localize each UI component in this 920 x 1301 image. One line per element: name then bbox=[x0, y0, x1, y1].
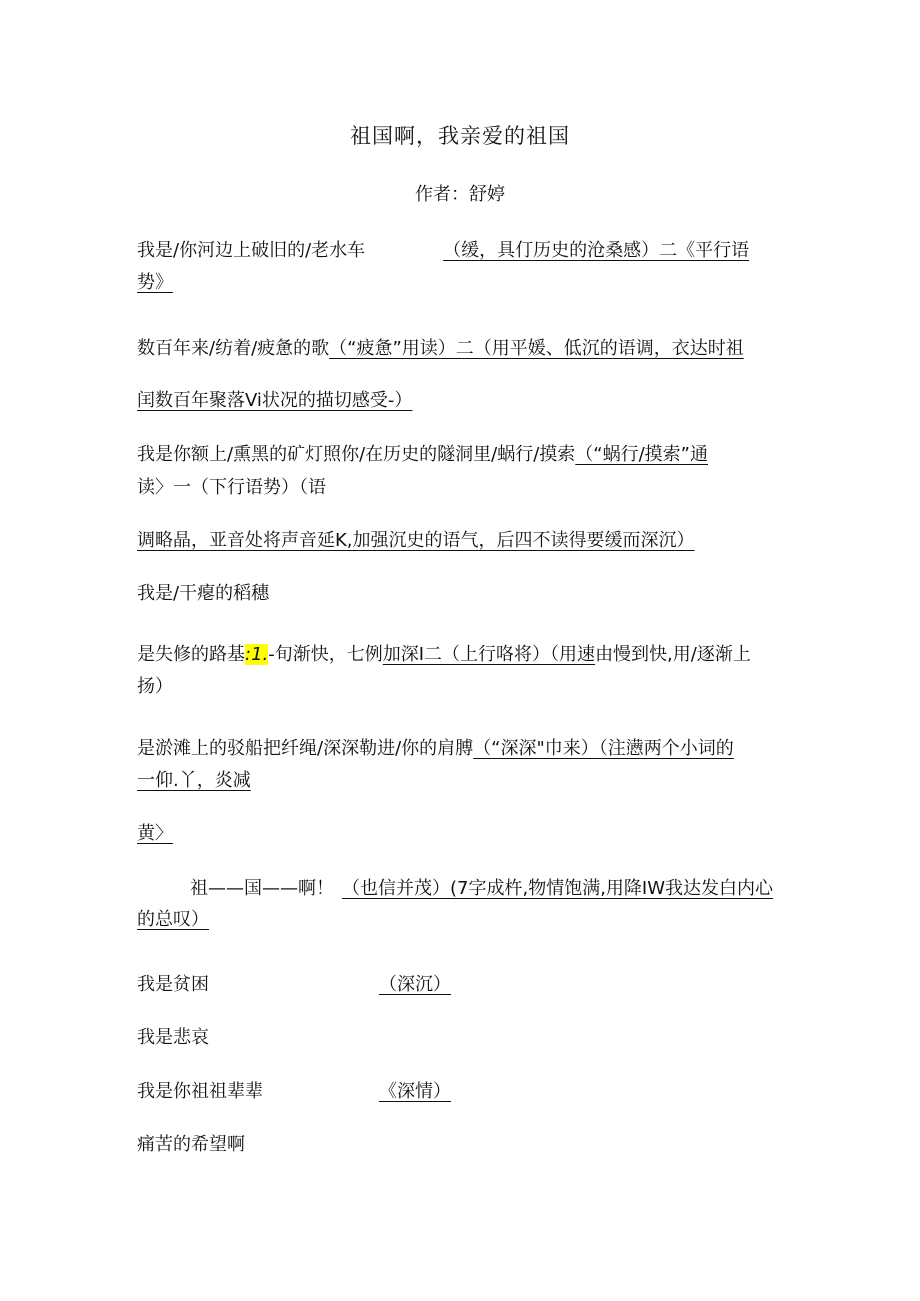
line-text: 我是/你河边上破旧的/老水车 bbox=[137, 240, 366, 261]
poem-line bbox=[137, 386, 412, 412]
poem-line bbox=[137, 236, 749, 262]
line-text: 我是/干瘪的稻穗 bbox=[137, 583, 270, 604]
poem-line bbox=[137, 1077, 451, 1103]
line-annotation: （“疲惫”用读）二（用平媛、低沉的语调，衣达时祖 bbox=[329, 338, 744, 359]
line-text: 我是悲哀 bbox=[137, 1027, 209, 1048]
poem-line bbox=[137, 579, 269, 605]
line-annotation: （“深深"巾来）（注懑两个小词的 bbox=[473, 738, 734, 759]
line-text: 痛苦的希望啊 bbox=[137, 1134, 245, 1155]
line-annotation: 《深情） bbox=[379, 1081, 451, 1102]
poem-line bbox=[137, 334, 744, 360]
poem-line bbox=[137, 819, 173, 845]
highlight-mark: :1. bbox=[245, 644, 269, 665]
poem-line bbox=[190, 874, 773, 900]
poem-line bbox=[137, 766, 251, 792]
line-text: 我是你额上/熏黑的矿灯照你/在历史的隧洞里/蜗行/摸索 bbox=[137, 444, 576, 465]
poem-line bbox=[137, 473, 326, 499]
line-annotation: （“蜗行/摸索”通 bbox=[575, 444, 708, 465]
line-text: 数百年来/纺着/疲惫的歌 bbox=[137, 338, 330, 359]
line-annotation: 闰数百年聚落Vi状况的描切感受-） bbox=[137, 390, 413, 411]
line-annotation: 的总叹） bbox=[137, 909, 209, 930]
line-annotation: 调略晶，亚音处将声音延K,加强沉史的语气，后四不读得要缓而深沉） bbox=[137, 530, 695, 551]
poem-line bbox=[137, 440, 708, 466]
line-annotation: 势》 bbox=[137, 272, 173, 293]
line-text: 是失修的路基 bbox=[137, 644, 245, 665]
poem-line bbox=[137, 970, 451, 996]
line-annotation: 读〉一（下行语势）（语 bbox=[137, 477, 326, 498]
poem-line bbox=[137, 1023, 209, 1049]
poem-line bbox=[137, 268, 173, 294]
line-annotation: 黄〉 bbox=[137, 823, 173, 844]
line-annotation: 加深I二（上行咯将）（用速 bbox=[382, 644, 596, 665]
line-text: -旬渐快，七例 bbox=[268, 644, 383, 665]
poem-line bbox=[137, 1130, 245, 1156]
line-annotation: 一仰.丫，炎减 bbox=[137, 770, 251, 791]
line-text: 我是你祖祖辈辈 bbox=[137, 1081, 263, 1102]
line-text: 祖——国——啊！ bbox=[190, 878, 334, 899]
poem-line bbox=[137, 526, 695, 552]
line-annotation: （深沉） bbox=[379, 974, 451, 995]
poem-author: 作者：舒婷 bbox=[415, 184, 505, 205]
line-text: 我是贫困 bbox=[137, 974, 209, 995]
line-annotation: （也信并茂）(7字成杵,物情饱满,用降IW我达发白内心 bbox=[342, 878, 774, 899]
poem-title: 祖国啊，我亲爱的祖国 bbox=[350, 124, 570, 148]
poem-line bbox=[137, 905, 209, 931]
line-annotation: 扬） bbox=[137, 676, 173, 697]
poem-line bbox=[137, 640, 751, 666]
line-annotation: 由慢到快,用/逐渐上 bbox=[595, 644, 751, 665]
line-annotation: （缓，具仃历史的沧桑感）二《平行语 bbox=[443, 240, 750, 261]
poem-line bbox=[137, 734, 734, 760]
poem-line bbox=[137, 672, 173, 698]
line-text: 是淤滩上的驳船把纤绳/深深勒进/你的肩膊 bbox=[137, 738, 474, 759]
